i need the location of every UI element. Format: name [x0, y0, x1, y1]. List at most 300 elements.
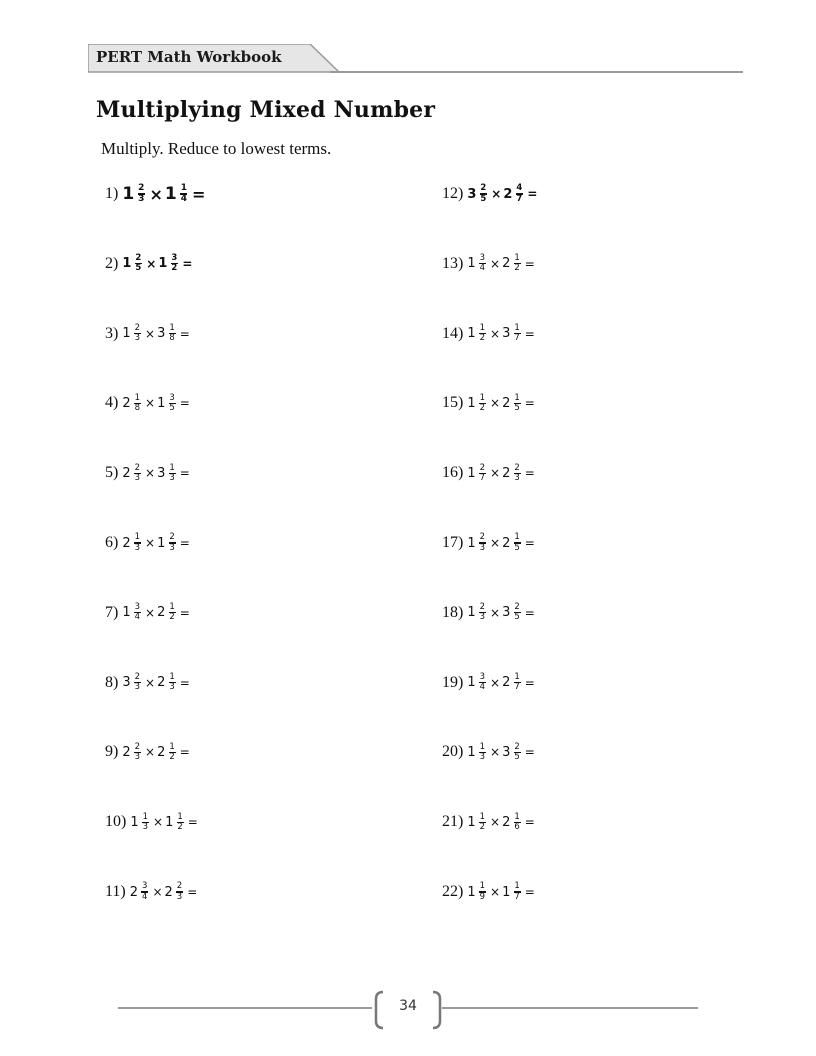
fraction	[513, 603, 520, 622]
multiply-sign: ×	[491, 187, 502, 201]
denominator: 8	[134, 402, 141, 413]
denominator: 3	[134, 333, 141, 344]
numerator: 1	[169, 462, 175, 473]
problem-number: 5)	[105, 464, 119, 482]
mixed-number-a	[122, 254, 144, 273]
numerator: 2	[134, 462, 141, 473]
problem-item	[105, 735, 192, 769]
whole-part: 2	[157, 744, 166, 760]
problem-number: 4)	[105, 394, 119, 412]
numerator: 3	[134, 602, 141, 613]
denominator: 5	[135, 263, 142, 274]
problem-number: 13)	[442, 254, 464, 272]
fraction	[168, 603, 175, 622]
fraction	[170, 254, 178, 273]
equals-sign: =	[524, 536, 535, 550]
fraction	[479, 533, 486, 552]
numerator: 3	[171, 253, 178, 264]
fraction	[515, 184, 523, 203]
denominator: 9	[479, 891, 486, 902]
whole-part: 1	[164, 184, 177, 204]
problem-number: 11)	[105, 883, 126, 900]
equals-sign: =	[524, 815, 535, 830]
denominator: 3	[142, 821, 149, 832]
fraction	[479, 394, 486, 413]
mixed-number-b	[502, 673, 523, 692]
denominator: 3	[138, 193, 145, 204]
fraction	[479, 673, 486, 692]
mixed-number-a	[122, 603, 143, 622]
numerator: 3	[479, 672, 486, 682]
numerator: 1	[514, 253, 520, 264]
fraction	[479, 603, 486, 622]
mixed-number-a	[122, 673, 143, 692]
denominator: 5	[169, 402, 175, 413]
fraction	[134, 673, 141, 692]
problem-item	[442, 386, 537, 420]
numerator: 2	[479, 462, 486, 473]
denominator: 3	[134, 472, 141, 483]
whole-part: 1	[122, 184, 135, 204]
fraction	[168, 464, 175, 483]
problem-item	[442, 666, 537, 700]
numerator: 1	[514, 392, 520, 403]
fraction	[168, 673, 175, 692]
whole-part: 2	[157, 605, 166, 621]
numerator: 1	[514, 881, 520, 892]
equals-sign: =	[527, 187, 538, 201]
mixed-number-b	[502, 394, 523, 413]
multiply-sign: ×	[153, 815, 164, 830]
numerator: 2	[134, 741, 141, 752]
whole-part: 1	[467, 535, 476, 551]
fraction	[134, 324, 141, 343]
problem-number: 18)	[442, 603, 464, 621]
mixed-number-b	[502, 533, 523, 552]
equals-sign: =	[524, 605, 535, 620]
problem-number: 19)	[442, 673, 464, 691]
multiply-sign: ×	[145, 396, 156, 411]
mixed-number-a	[467, 184, 489, 203]
whole-part: 2	[502, 675, 511, 691]
fraction	[479, 464, 486, 483]
whole-part: 1	[158, 256, 168, 272]
denominator: 4	[142, 891, 148, 902]
whole-part: 1	[467, 605, 476, 621]
footer-bracket-right	[430, 990, 444, 1030]
denominator: 3	[134, 542, 141, 553]
problem-item	[442, 875, 537, 909]
numerator: 1	[479, 323, 486, 333]
fraction	[479, 254, 486, 273]
multiply-sign: ×	[490, 675, 501, 690]
problem-item	[105, 666, 192, 700]
denominator: 3	[514, 472, 520, 483]
numerator: 1	[479, 811, 486, 822]
equals-sign: =	[524, 396, 535, 411]
mixed-number-b	[502, 254, 523, 273]
fraction	[134, 254, 142, 273]
numerator: 3	[142, 881, 148, 892]
whole-part: 3	[502, 326, 511, 342]
numerator: 1	[169, 672, 175, 682]
fraction	[479, 813, 486, 832]
mixed-number-b	[157, 533, 178, 552]
fraction	[513, 464, 520, 483]
multiply-sign: ×	[490, 885, 501, 899]
problem-item	[105, 317, 192, 351]
numerator: 1	[169, 602, 175, 613]
numerator: 2	[176, 881, 183, 892]
multiply-sign: ×	[146, 256, 157, 271]
mixed-number-a	[130, 882, 151, 901]
problem-number: 20)	[442, 743, 464, 761]
mixed-number-a	[467, 673, 488, 692]
fraction	[513, 743, 520, 762]
numerator: 1	[177, 811, 183, 822]
mixed-number-a	[467, 324, 488, 343]
mixed-number-b	[157, 743, 178, 762]
problem-number: 21)	[442, 813, 464, 831]
numerator: 2	[514, 741, 520, 752]
fraction	[134, 394, 141, 413]
whole-part: 1	[165, 814, 174, 830]
problem-number: 15)	[442, 394, 464, 412]
multiply-sign: ×	[490, 396, 501, 411]
problem-item	[105, 456, 192, 490]
problem-number: 9)	[105, 743, 119, 761]
whole-part: 1	[467, 256, 476, 272]
denominator: 7	[516, 193, 523, 204]
mixed-number-b	[502, 882, 523, 901]
fraction	[513, 813, 520, 832]
whole-part: 1	[467, 884, 476, 900]
numerator: 1	[479, 881, 486, 892]
mixed-number-b	[502, 603, 523, 622]
mixed-number-a	[122, 464, 143, 483]
whole-part: 2	[502, 535, 511, 551]
page-title: Multiplying Mixed Number	[96, 97, 436, 123]
numerator: 1	[514, 323, 520, 333]
denominator: 3	[479, 612, 486, 623]
multiply-sign: ×	[490, 815, 501, 830]
fraction	[479, 184, 487, 203]
numerator: 1	[169, 741, 175, 752]
equals-sign: =	[191, 184, 206, 204]
mixed-number-a	[122, 324, 143, 343]
problem-number: 1)	[105, 185, 119, 202]
fraction	[168, 324, 175, 343]
mixed-number-a	[467, 464, 488, 483]
denominator: 2	[169, 612, 175, 623]
denominator: 3	[134, 682, 141, 693]
numerator: 2	[134, 672, 141, 682]
equals-sign: =	[179, 396, 190, 411]
problem-item	[442, 177, 539, 211]
denominator: 4	[479, 682, 486, 693]
mixed-number-a	[467, 254, 488, 273]
mixed-number-b	[157, 464, 178, 483]
problem-item	[105, 805, 200, 839]
footer-rule-left	[118, 1007, 372, 1009]
denominator: 2	[171, 263, 178, 274]
denominator: 2	[479, 402, 486, 413]
mixed-number-b	[165, 184, 190, 204]
fraction	[134, 743, 141, 762]
problem-number: 8)	[105, 673, 119, 691]
denominator: 2	[479, 821, 486, 832]
equals-sign: =	[182, 256, 193, 271]
multiply-sign: ×	[490, 256, 501, 271]
fraction	[479, 743, 486, 762]
denominator: 4	[479, 263, 486, 274]
numerator: 3	[479, 253, 486, 264]
equals-sign: =	[179, 605, 190, 620]
whole-part: 2	[122, 535, 131, 551]
equals-sign: =	[179, 745, 190, 760]
problem-number: 16)	[442, 464, 464, 482]
equals-sign: =	[179, 536, 190, 550]
whole-part: 1	[157, 395, 166, 411]
problem-item	[442, 596, 537, 630]
denominator: 3	[134, 751, 141, 762]
footer-bracket-left	[372, 990, 386, 1030]
mixed-number-a	[467, 813, 488, 832]
denominator: 7	[514, 333, 520, 344]
denominator: 3	[169, 542, 175, 553]
fraction	[176, 813, 183, 832]
whole-part: 1	[122, 326, 131, 342]
multiply-sign: ×	[145, 536, 156, 550]
whole-part: 3	[467, 186, 477, 202]
equals-sign: =	[524, 745, 535, 760]
header-rule	[330, 71, 743, 73]
whole-part: 1	[157, 535, 166, 551]
fraction	[180, 184, 188, 203]
page-number: 34	[399, 998, 417, 1014]
header-title: PERT Math Workbook	[96, 48, 282, 66]
fraction	[137, 184, 145, 203]
whole-part: 2	[502, 465, 511, 481]
equals-sign: =	[179, 326, 190, 341]
whole-part: 1	[122, 605, 131, 621]
denominator: 3	[176, 891, 183, 902]
denominator: 4	[180, 193, 187, 204]
equals-sign: =	[524, 885, 535, 899]
problem-number: 10)	[105, 813, 127, 831]
numerator: 4	[516, 183, 523, 194]
problem-item	[105, 177, 207, 211]
multiply-sign: ×	[490, 326, 501, 341]
fraction	[513, 254, 520, 273]
problem-number: 17)	[442, 534, 464, 551]
mixed-number-b	[502, 464, 523, 483]
whole-part: 3	[502, 744, 511, 760]
problem-item	[442, 735, 537, 769]
numerator: 1	[479, 392, 486, 403]
fraction	[141, 882, 148, 901]
equals-sign: =	[179, 466, 190, 481]
mixed-number-b	[502, 813, 523, 832]
equals-sign: =	[187, 815, 198, 830]
numerator: 1	[479, 741, 486, 752]
denominator: 5	[514, 751, 520, 762]
numerator: 2	[479, 532, 486, 543]
whole-part: 2	[122, 465, 131, 481]
numerator: 1	[180, 183, 187, 194]
denominator: 7	[514, 891, 520, 902]
problem-item	[105, 875, 199, 909]
denominator: 7	[479, 472, 486, 483]
problem-number: 2)	[105, 254, 119, 272]
denominator: 6	[514, 821, 520, 832]
mixed-number-a	[122, 184, 147, 204]
problem-item	[105, 247, 194, 281]
whole-part: 2	[157, 675, 166, 691]
whole-part: 3	[157, 465, 166, 481]
problem-item	[105, 386, 192, 420]
numerator: 1	[134, 392, 141, 403]
problem-item	[442, 456, 537, 490]
multiply-sign: ×	[490, 536, 501, 550]
mixed-number-b	[158, 254, 180, 273]
whole-part: 1	[467, 465, 476, 481]
problem-number: 3)	[105, 324, 119, 342]
mixed-number-a	[467, 603, 488, 622]
multiply-sign: ×	[152, 885, 163, 899]
instructions: Multiply. Reduce to lowest terms.	[101, 139, 332, 158]
denominator: 8	[169, 333, 175, 344]
mixed-number-a	[467, 743, 488, 762]
equals-sign: =	[524, 466, 535, 481]
numerator: 1	[514, 811, 520, 822]
problem-item	[442, 805, 537, 839]
numerator: 2	[134, 323, 141, 333]
problem-item	[105, 526, 192, 560]
whole-part: 1	[467, 814, 476, 830]
denominator: 4	[134, 612, 141, 623]
equals-sign: =	[187, 885, 198, 899]
whole-part: 1	[130, 814, 139, 830]
fraction	[513, 324, 520, 343]
denominator: 5	[514, 542, 520, 553]
mixed-number-b	[157, 603, 178, 622]
denominator: 2	[169, 751, 175, 762]
denominator: 2	[514, 263, 520, 274]
problem-item	[442, 247, 537, 281]
problem-item	[442, 317, 537, 351]
fraction	[142, 813, 149, 832]
whole-part: 2	[164, 884, 173, 900]
problem-number: 12)	[442, 185, 464, 202]
mixed-number-a	[467, 882, 488, 901]
mixed-number-a	[122, 743, 143, 762]
problem-item	[105, 596, 192, 630]
fraction	[134, 464, 141, 483]
mixed-number-a	[122, 394, 143, 413]
whole-part: 3	[122, 675, 131, 691]
numerator: 1	[514, 532, 520, 543]
denominator: 5	[480, 193, 487, 204]
numerator: 2	[135, 253, 142, 264]
multiply-sign: ×	[149, 184, 163, 204]
fraction	[513, 394, 520, 413]
mixed-number-b	[157, 673, 178, 692]
numerator: 1	[169, 323, 175, 333]
denominator: 2	[479, 333, 486, 344]
whole-part: 2	[502, 814, 511, 830]
fraction	[134, 533, 141, 552]
whole-part: 2	[122, 744, 131, 760]
numerator: 2	[514, 462, 520, 473]
fraction	[513, 673, 520, 692]
numerator: 2	[138, 183, 145, 194]
whole-part: 3	[502, 605, 511, 621]
whole-part: 2	[503, 186, 513, 202]
problem-item	[442, 526, 537, 560]
denominator: 3	[169, 682, 175, 693]
whole-part: 1	[467, 744, 476, 760]
problem-number: 7)	[105, 603, 119, 621]
whole-part: 2	[122, 395, 131, 411]
equals-sign: =	[524, 675, 535, 690]
multiply-sign: ×	[145, 675, 156, 690]
denominator: 3	[479, 542, 486, 553]
whole-part: 3	[157, 326, 166, 342]
mixed-number-a	[122, 533, 143, 552]
multiply-sign: ×	[490, 466, 501, 481]
numerator: 1	[514, 672, 520, 682]
whole-part: 1	[502, 884, 511, 900]
whole-part: 1	[122, 256, 132, 272]
denominator: 3	[169, 472, 175, 483]
whole-part: 2	[129, 884, 139, 900]
mixed-number-b	[157, 394, 178, 413]
whole-part: 2	[502, 256, 511, 272]
numerator: 2	[480, 183, 487, 194]
footer-rule-right	[442, 1007, 698, 1009]
fraction	[168, 533, 175, 552]
fraction	[134, 603, 141, 622]
fraction	[513, 533, 520, 552]
denominator: 5	[514, 402, 520, 413]
fraction	[479, 324, 486, 343]
denominator: 3	[479, 751, 486, 762]
numerator: 2	[514, 602, 520, 613]
mixed-number-a	[130, 813, 151, 832]
multiply-sign: ×	[145, 466, 156, 481]
mixed-number-b	[502, 324, 523, 343]
numerator: 1	[142, 811, 149, 822]
problem-number: 6)	[105, 534, 119, 551]
numerator: 2	[169, 532, 175, 543]
multiply-sign: ×	[145, 326, 156, 341]
fraction	[168, 394, 175, 413]
multiply-sign: ×	[490, 745, 501, 760]
denominator: 5	[514, 612, 520, 623]
multiply-sign: ×	[145, 745, 156, 760]
fraction	[176, 882, 183, 901]
mixed-number-b	[157, 324, 178, 343]
numerator: 3	[169, 392, 175, 403]
mixed-number-b	[503, 184, 525, 203]
denominator: 7	[514, 682, 520, 693]
mixed-number-a	[467, 394, 488, 413]
whole-part: 1	[467, 675, 476, 691]
mixed-number-b	[165, 882, 186, 901]
denominator: 2	[177, 821, 183, 832]
mixed-number-b	[165, 813, 186, 832]
